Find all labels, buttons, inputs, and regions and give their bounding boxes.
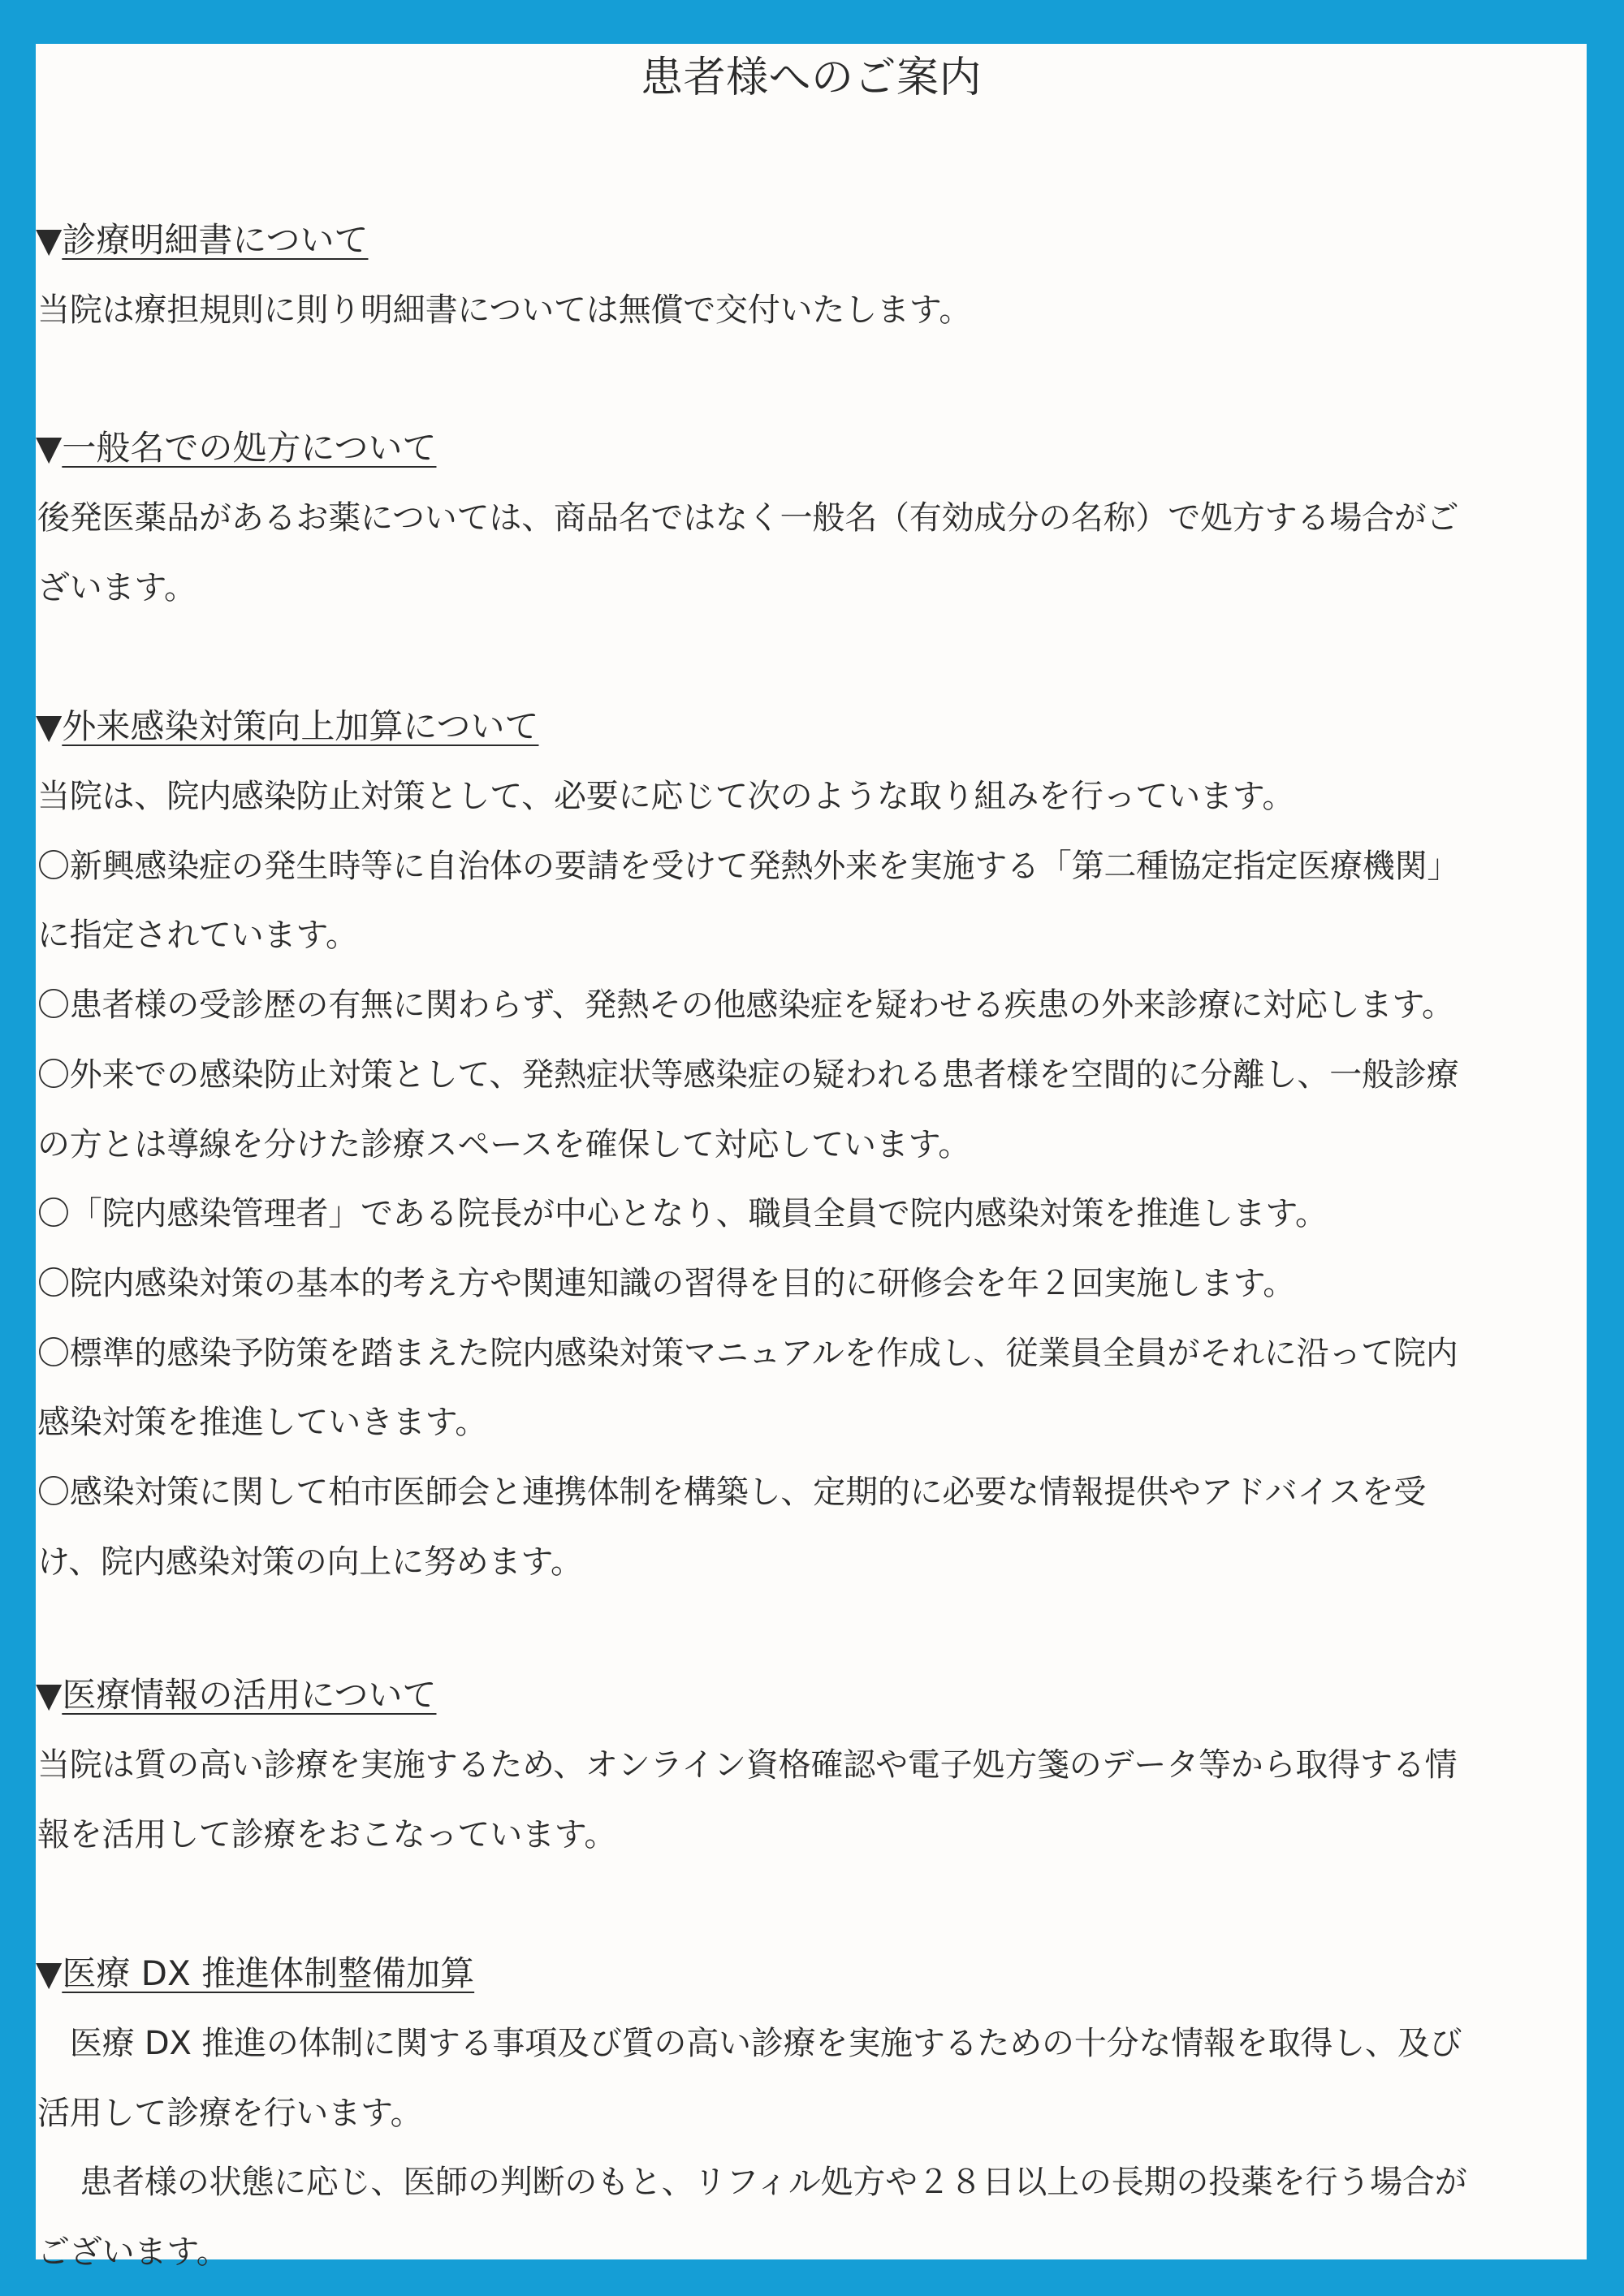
body-text-line: 〇標準的感染予防策を踏まえた院内感染対策マニュアルを作成し、従業員全員がそれに沿って院内 <box>37 1334 1458 1372</box>
triangle-marker-icon: ▼ <box>36 428 63 468</box>
body-text-line: 当院は、院内感染防止対策として、必要に応じて次のような取り組みを行っています。 <box>37 778 1295 815</box>
section-heading <box>36 1945 474 2002</box>
triangle-marker-icon: ▼ <box>36 1953 63 1993</box>
section-heading-text: 医療 DX 推進体制整備加算 <box>62 1953 475 1993</box>
section-heading-text: 一般名での処方について <box>62 428 437 468</box>
page-title: 患者様へのご案内 <box>640 54 982 102</box>
section-heading <box>36 420 436 477</box>
body-text-line: 〇院内感染対策の基本的考え方や関連知識の習得を目的に研修会を年２回実施します。 <box>37 1264 1295 1302</box>
section-heading-text: 外来感染対策向上加算について <box>62 706 539 746</box>
body-text-line: 患者様の状態に応じ、医師の判断のもと、リフィル処方や２８日以上の長期の投薬を行う場合が <box>37 2164 1467 2202</box>
body-text-line: 医療 DX 推進の体制に関する事項及び質の高い診療を実施するための十分な情報を取得し、及び <box>37 2025 1462 2062</box>
body-text-line: に指定されています。 <box>37 917 358 955</box>
body-text-line: 〇外来での感染防止対策として、発熱症状等感染症の疑われる患者様を空間的に分離し、一般診療 <box>37 1055 1459 1094</box>
body-text-line: ございます。 <box>37 2233 229 2272</box>
body-text-line: 活用して診療を行います。 <box>37 2094 423 2132</box>
body-text-line: 〇新興感染症の発生時等に自治体の要請を受けて発熱外来を実施する「第二種協定指定医療機関」 <box>37 847 1460 885</box>
body-text-line: け、院内感染対策の向上に努めます。 <box>37 1543 583 1581</box>
body-text-line: 報を活用して診療をおこなっています。 <box>37 1815 617 1854</box>
body-text-line: 感染対策を推進していきます。 <box>37 1404 487 1442</box>
body-text-line: の方とは導線を分けた診療スペースを確保して対応しています。 <box>37 1125 970 1163</box>
section-heading <box>36 698 538 755</box>
section-heading-text: 医療情報の活用について <box>62 1675 437 1715</box>
body-text-line: 当院は質の高い診療を実施するため、オンライン資格確認や電子処方箋のデータ等から取得する情 <box>37 1746 1458 1784</box>
body-text-line: 当院は療担規則に則り明細書については無償で交付いたします。 <box>37 291 972 329</box>
body-text-line: 〇患者様の受診歴の有無に関わらず、発熱その他感染症を疑わせる疾患の外来診療に対応します。 <box>37 986 1454 1025</box>
body-text-line: 後発医薬品があるお薬については、商品名ではなく一般名（有効成分の名称）で処方する場合がご <box>37 499 1459 537</box>
notice-sheet <box>36 44 1587 2272</box>
body-text-line: 〇「院内感染管理者」である院長が中心となり、職員全員で院内感染対策を推進します。 <box>37 1195 1328 1233</box>
body-text-line: ざいます。 <box>37 568 197 606</box>
triangle-marker-icon: ▼ <box>36 1675 63 1715</box>
section-heading <box>36 1667 436 1724</box>
triangle-marker-icon: ▼ <box>36 220 63 260</box>
section-heading <box>36 212 368 269</box>
section-heading-text: 診療明細書について <box>62 220 369 260</box>
body-text-line: 〇感染対策に関して柏市医師会と連携体制を構築し、定期的に必要な情報提供やアドバイスを受 <box>37 1474 1427 1511</box>
triangle-marker-icon: ▼ <box>36 706 63 746</box>
